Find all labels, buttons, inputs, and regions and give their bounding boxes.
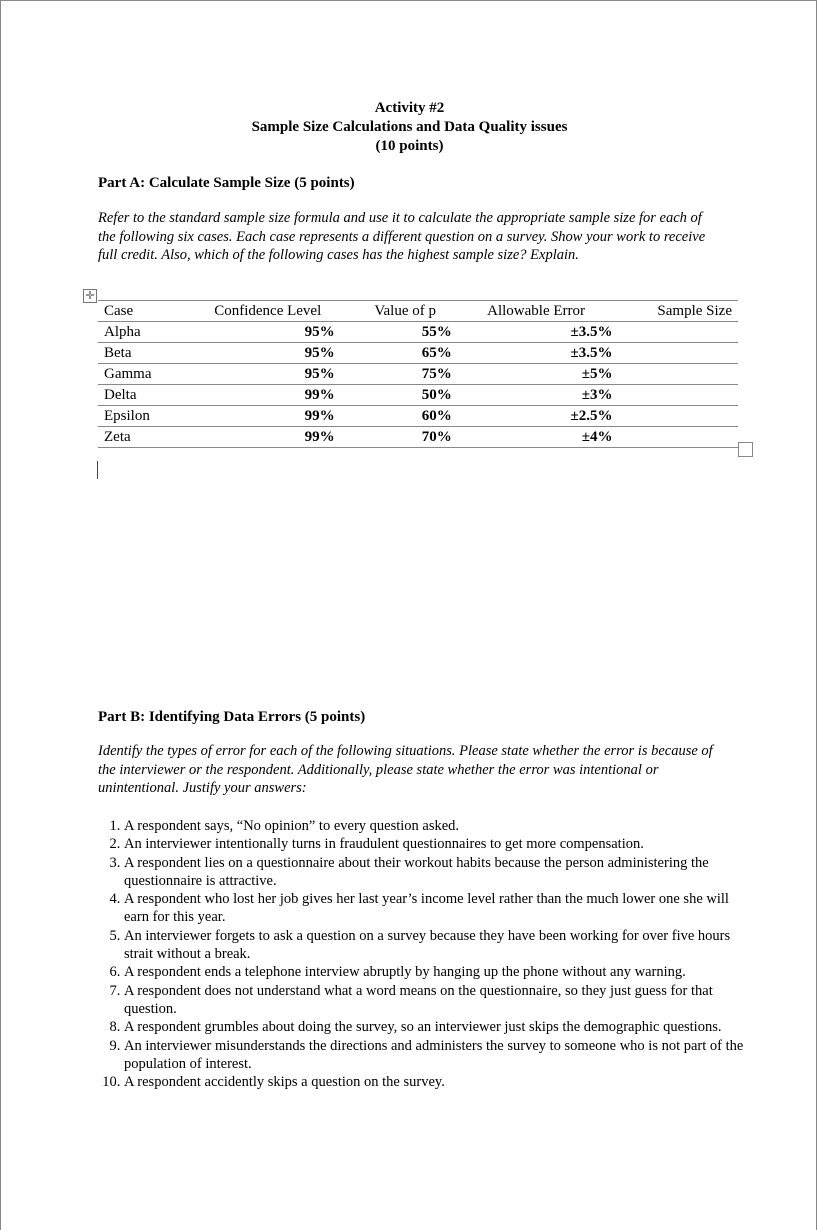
table-cell: 60% bbox=[353, 406, 458, 427]
table-cell: 99% bbox=[183, 406, 353, 427]
table-cell: 95% bbox=[183, 343, 353, 364]
table-row bbox=[98, 385, 738, 406]
table-cell: ±4% bbox=[458, 427, 615, 448]
table-cell: 55% bbox=[353, 322, 458, 343]
table-row bbox=[98, 364, 738, 385]
table-cell[interactable] bbox=[614, 427, 738, 448]
table-cell: ±3% bbox=[458, 385, 615, 406]
table-cell: Delta bbox=[98, 385, 183, 406]
list-item: 8. A respondent grumbles about doing the survey, so an interviewer just skips the demographic questions. bbox=[124, 1018, 744, 1036]
table-cell: Epsilon bbox=[98, 406, 183, 427]
sample-size-table bbox=[98, 300, 738, 448]
table-cell: Gamma bbox=[98, 364, 183, 385]
table-row bbox=[98, 322, 738, 343]
table-cell[interactable] bbox=[614, 364, 738, 385]
document-subtitle: Sample Size Calculations and Data Quality issues bbox=[251, 119, 568, 135]
list-item: 2. An interviewer intentionally turns in fraudulent questionnaires to get more compensation. bbox=[124, 835, 744, 853]
column-header: Value of p bbox=[353, 301, 458, 322]
list-item: 3. A respondent lies on a questionnaire about their workout habits because the person administering the questionnaire is attractive. bbox=[124, 854, 744, 891]
table-cell[interactable] bbox=[614, 322, 738, 343]
part-a-heading: Part A: Calculate Sample Size (5 points) bbox=[98, 175, 355, 191]
table-row bbox=[98, 427, 738, 448]
table-cell: 70% bbox=[353, 427, 458, 448]
table-cell: 95% bbox=[183, 364, 353, 385]
list-item: 5. An interviewer forgets to ask a question on a survey because they have been working for over five hours strait without a break. bbox=[124, 927, 744, 964]
column-header: Sample Size bbox=[614, 301, 738, 322]
table-cell: ±5% bbox=[458, 364, 615, 385]
list-item: 7. A respondent does not understand what a word means on the questionnaire, so they just guess for that question. bbox=[124, 982, 744, 1019]
table-cell: ±2.5% bbox=[458, 406, 615, 427]
column-header: Case bbox=[98, 301, 183, 322]
table-cell: Alpha bbox=[98, 322, 183, 343]
points-label: (10 points) bbox=[375, 138, 444, 154]
activity-title: Activity #2 bbox=[374, 100, 445, 116]
table-cell: ±3.5% bbox=[458, 322, 615, 343]
table-cell: 65% bbox=[353, 343, 458, 364]
part-a-instructions: Refer to the standard sample size formula and use it to calculate the appropriate sample size for each of the following six cases. Each case represents a different question on a survey. Show your work to receive full credit. Also, which of the following cases has the highest sample size? Explain. bbox=[98, 210, 706, 263]
table-cell: 75% bbox=[353, 364, 458, 385]
column-header: Confidence Level bbox=[183, 301, 353, 322]
table-cell: 95% bbox=[183, 322, 353, 343]
text-cursor bbox=[97, 461, 98, 479]
table-resize-handle[interactable] bbox=[738, 442, 753, 457]
table-move-handle-icon[interactable]: ✛ bbox=[83, 289, 97, 303]
table-row bbox=[98, 406, 738, 427]
table-cell: 99% bbox=[183, 427, 353, 448]
table-cell[interactable] bbox=[614, 406, 738, 427]
list-item: 10. A respondent accidently skips a question on the survey. bbox=[124, 1073, 744, 1091]
table-cell[interactable] bbox=[614, 385, 738, 406]
column-header: Allowable Error bbox=[458, 301, 615, 322]
list-item: 9. An interviewer misunderstands the directions and administers the survey to someone who is not part of the population of interest. bbox=[124, 1037, 744, 1074]
table-cell: ±3.5% bbox=[458, 343, 615, 364]
list-item: 1. A respondent says, “No opinion” to every question asked. bbox=[124, 817, 744, 835]
table-cell: 50% bbox=[353, 385, 458, 406]
part-b-heading: Part B: Identifying Data Errors (5 points) bbox=[98, 709, 366, 725]
part-b-instructions: Identify the types of error for each of the following situations. Please state whether the error is because of the interviewer or the respondent. Additionally, please state whether the error was intentional or unintentional. Justify your answers: bbox=[98, 743, 713, 796]
table-cell[interactable] bbox=[614, 343, 738, 364]
list-item: 6. A respondent ends a telephone interview abruptly by hanging up the phone without any warning. bbox=[124, 963, 744, 981]
table-row bbox=[98, 343, 738, 364]
table-cell: Beta bbox=[98, 343, 183, 364]
table-cell: 99% bbox=[183, 385, 353, 406]
table-cell: Zeta bbox=[98, 427, 183, 448]
list-item: 4. A respondent who lost her job gives her last year’s income level rather than the much lower one she will earn for this year. bbox=[124, 890, 744, 927]
error-situations-list bbox=[104, 817, 744, 1091]
